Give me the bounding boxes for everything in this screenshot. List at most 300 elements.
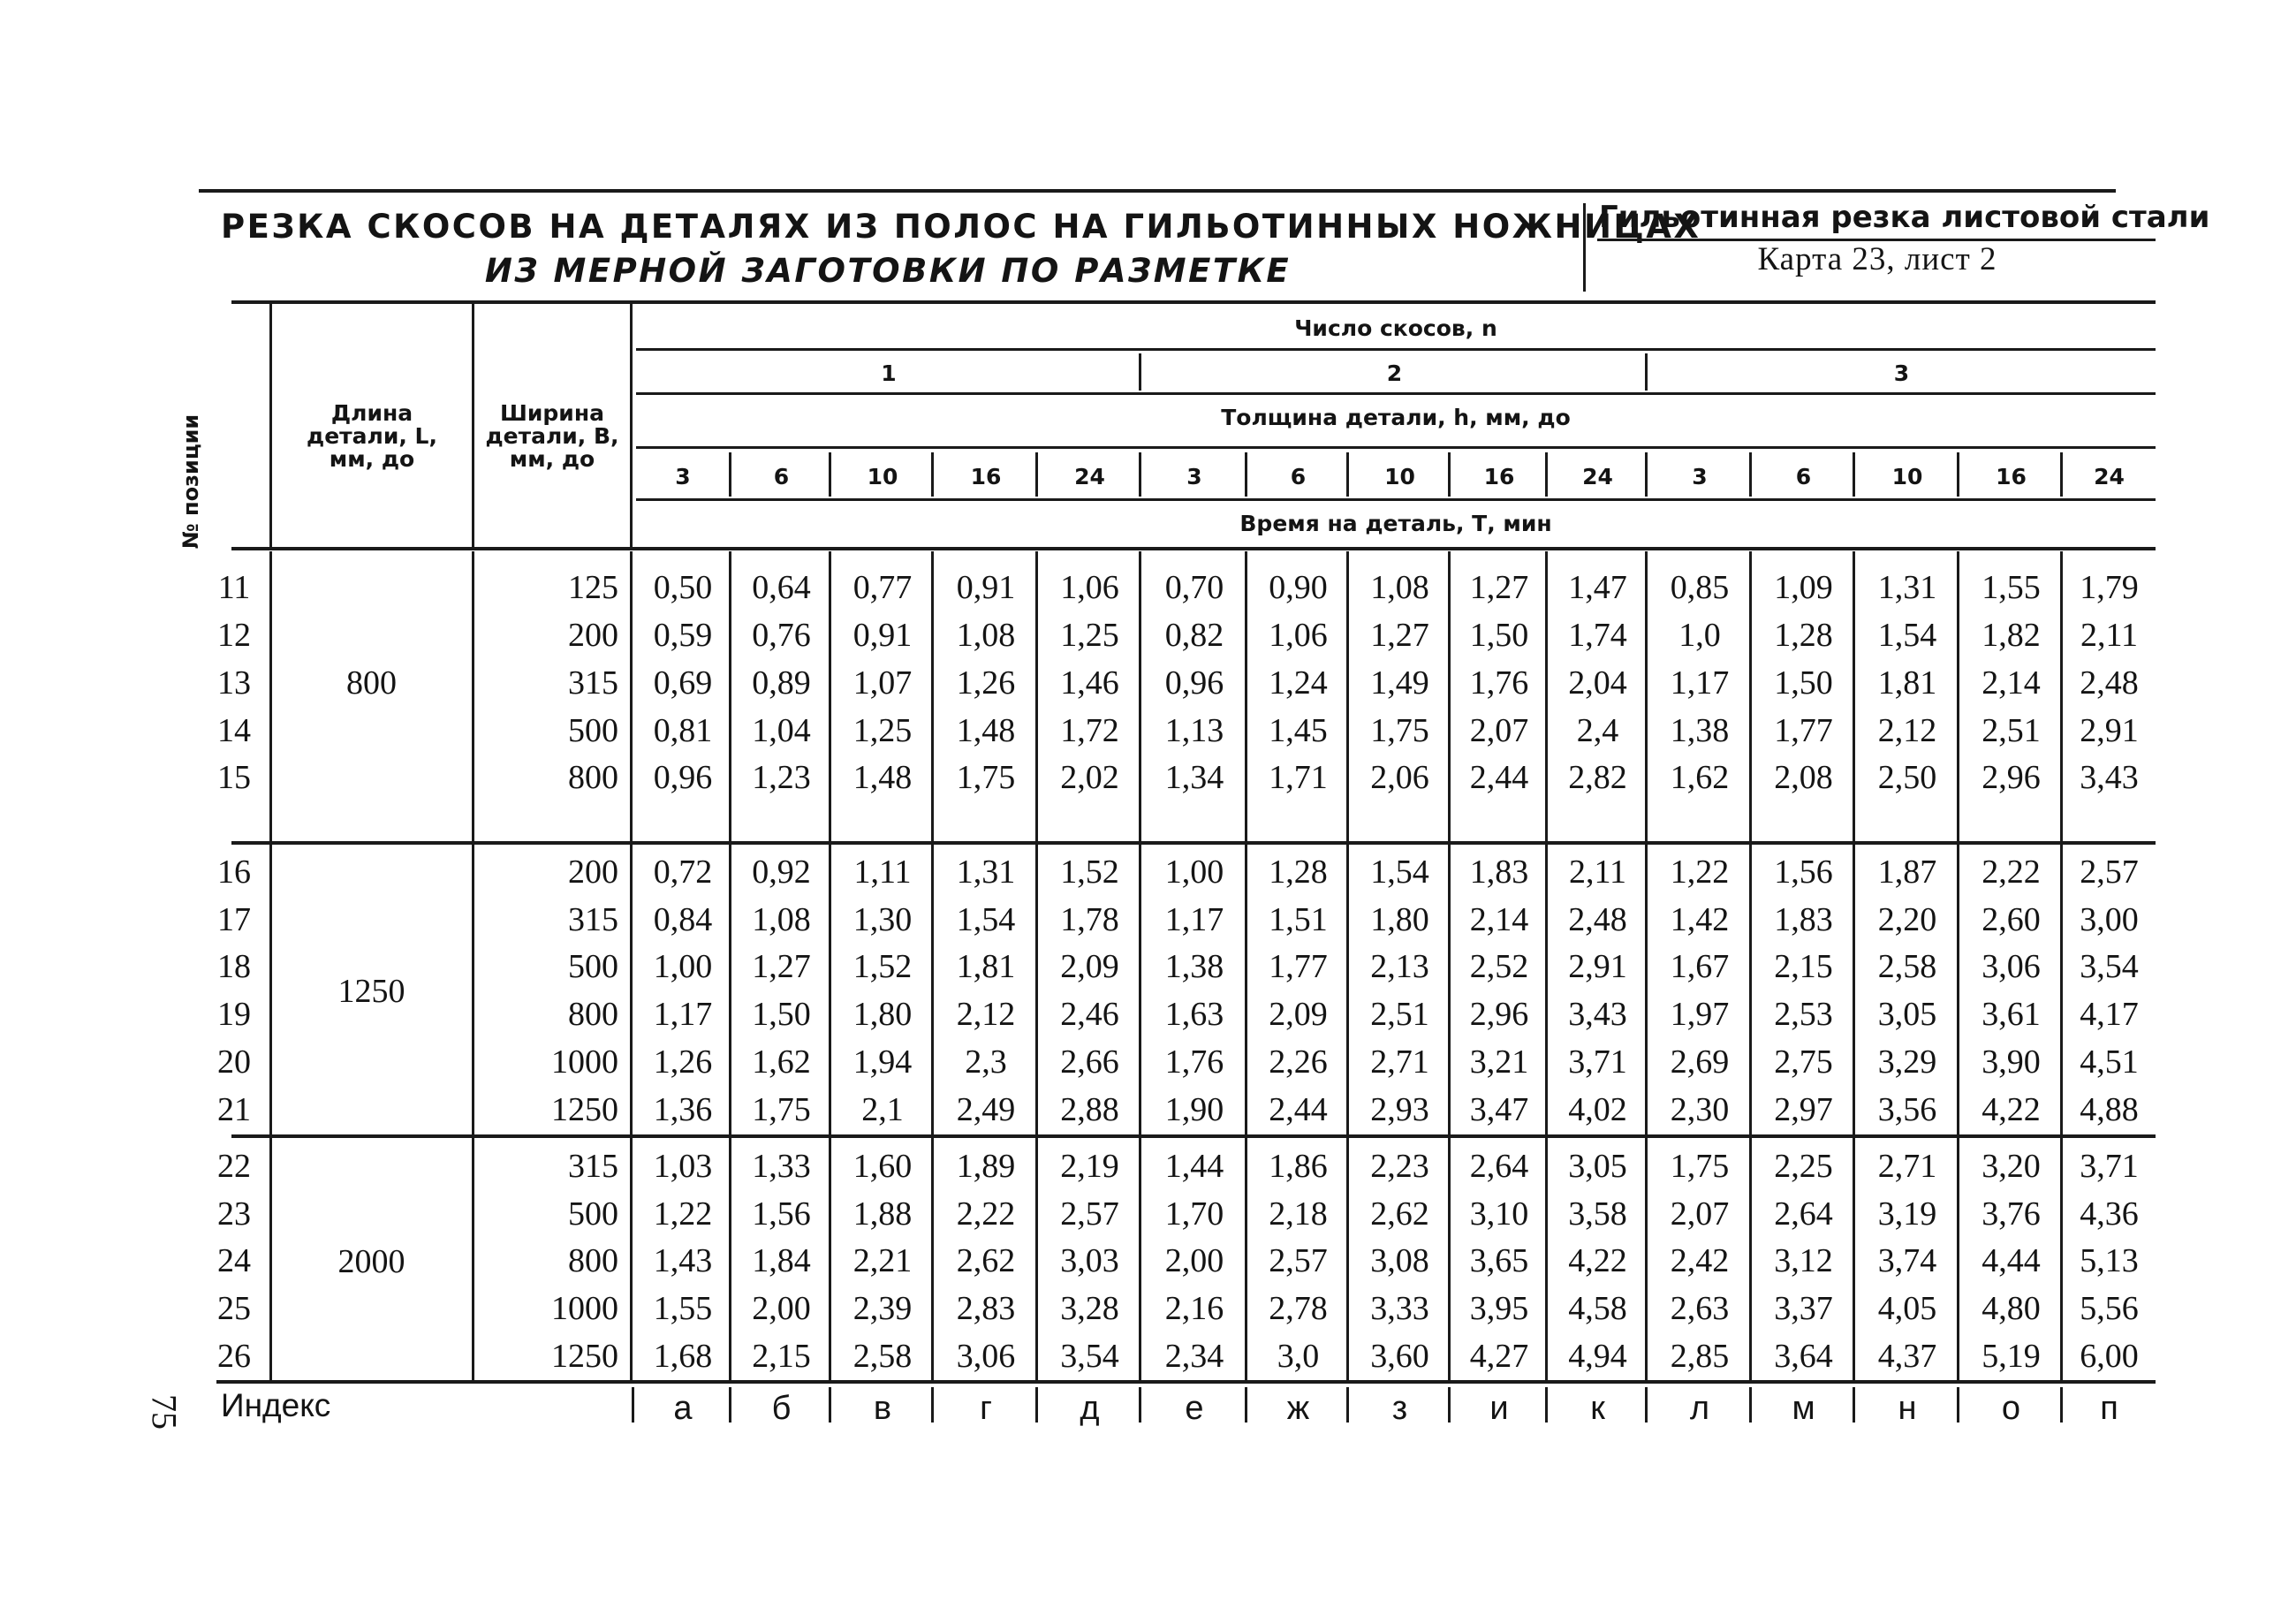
time-value: 1,55: [1982, 569, 2041, 606]
length-value: 2000: [337, 1242, 405, 1280]
index-sep: [2060, 1387, 2063, 1423]
width-value: 315: [568, 664, 618, 702]
thickness-sep: [2060, 452, 2063, 497]
time-value: 4,02: [1568, 1091, 1627, 1128]
time-value: 4,51: [2080, 1043, 2139, 1081]
width-value: 315: [568, 1148, 618, 1185]
time-value: 3,56: [1877, 1091, 1937, 1128]
thickness-values-rule: [636, 446, 2156, 449]
time-value: 4,17: [2080, 996, 2139, 1033]
time-value: 2,58: [1877, 948, 1937, 985]
time-value: 3,61: [1982, 996, 2041, 1033]
time-value: 2,71: [1877, 1148, 1937, 1185]
thickness-value: 24: [1074, 464, 1105, 489]
time-value: 2,08: [1774, 759, 1833, 796]
title-line-2: ИЗ МЕРНОЙ ЗАГОТОВКИ ПО РАЗМЕТКЕ: [484, 252, 1292, 290]
table-top-rule: [231, 300, 2156, 304]
body-vline: [630, 551, 633, 1380]
thickness-sep: [1245, 452, 1247, 497]
width-value: 500: [568, 712, 618, 749]
time-value: 2,3: [965, 1043, 1007, 1081]
time-value: 2,48: [2080, 664, 2139, 702]
time-value: 1,70: [1164, 1195, 1224, 1233]
thickness-value: 3: [1692, 464, 1708, 489]
time-value: 1,90: [1164, 1091, 1224, 1128]
index-sep: [1346, 1387, 1349, 1423]
time-value: 2,18: [1269, 1195, 1328, 1233]
position-number: 15: [217, 759, 251, 796]
time-value: 2,39: [852, 1290, 913, 1327]
time-value: 1,28: [1269, 854, 1328, 891]
time-value: 1,45: [1269, 712, 1328, 749]
time-value: 2,96: [1469, 996, 1529, 1033]
position-number: 26: [217, 1338, 251, 1375]
time-value: 2,44: [1469, 759, 1529, 796]
time-value: 2,71: [1370, 1043, 1429, 1081]
time-value: 2,09: [1060, 948, 1119, 985]
index-sep: [1448, 1387, 1451, 1423]
index-sep: [829, 1387, 831, 1423]
thickness-value: 3: [675, 464, 691, 489]
thickness-value: 16: [970, 464, 1002, 489]
index-label: Индекс: [221, 1387, 331, 1423]
time-value: 4,22: [1982, 1091, 2041, 1128]
bevel-group-sep-2: [1645, 353, 1648, 391]
time-value: 1,22: [653, 1195, 713, 1233]
time-value: 3,33: [1370, 1290, 1429, 1327]
thickness-header: Толщина детали, h, мм, до: [1221, 405, 1571, 430]
index-letter: ж: [1286, 1390, 1310, 1427]
bevels-header: Число скосов, n: [1294, 315, 1497, 341]
thickness-sep: [1645, 452, 1648, 497]
time-value: 2,15: [752, 1338, 811, 1375]
time-value: 1,27: [1469, 569, 1529, 606]
thickness-sep: [1448, 452, 1451, 497]
time-value: 1,80: [1370, 901, 1429, 938]
time-value: 2,62: [956, 1242, 1016, 1279]
body-bottom-rule: [216, 1380, 2156, 1384]
width-value: 800: [568, 996, 618, 1033]
time-value: 1,24: [1269, 664, 1328, 702]
time-value: 2,07: [1469, 712, 1529, 749]
time-value: 1,55: [653, 1290, 713, 1327]
time-value: 1,83: [1469, 854, 1529, 891]
time-value: 1,50: [1774, 664, 1833, 702]
time-value: 1,72: [1060, 712, 1119, 749]
time-value: 2,44: [1269, 1091, 1328, 1128]
time-value: 2,19: [1060, 1148, 1119, 1185]
position-number: 18: [217, 948, 251, 985]
time-value: 2,91: [2080, 712, 2139, 749]
time-value: 3,74: [1877, 1242, 1937, 1279]
length-column-header: Длина детали, L, мм, до: [307, 400, 437, 472]
index-sep: [1853, 1387, 1855, 1423]
width-value: 500: [568, 948, 618, 985]
index-letter: о: [2001, 1390, 2021, 1427]
time-value: 1,71: [1269, 759, 1328, 796]
time-value: 2,60: [1982, 901, 2041, 938]
time-value: 0,85: [1670, 569, 1730, 606]
position-number: 17: [217, 901, 251, 938]
time-value: 2,57: [1269, 1242, 1328, 1279]
index-letter: в: [873, 1390, 892, 1427]
thickness-value: 6: [1290, 464, 1307, 489]
time-value: 1,77: [1269, 948, 1328, 985]
time-value: 4,80: [1982, 1290, 2041, 1327]
time-value: 2,69: [1670, 1043, 1730, 1081]
time-value: 1,60: [852, 1148, 913, 1185]
time-value: 3,95: [1469, 1290, 1529, 1327]
time-value: 2,16: [1164, 1290, 1224, 1327]
time-value: 4,44: [1982, 1242, 2041, 1279]
position-number: 19: [217, 996, 251, 1033]
time-value: 2,63: [1670, 1290, 1730, 1327]
time-value: 1,34: [1164, 759, 1224, 796]
thickness-sep: [1853, 452, 1855, 497]
title-line-1: РЕЗКА СКОСОВ НА ДЕТАЛЯХ ИЗ ПОЛОС НА ГИЛЬОТИННЫХ НОЖНИЦАХ: [221, 208, 1701, 246]
time-value: 1,06: [1269, 617, 1328, 654]
time-value: 3,90: [1982, 1043, 2041, 1081]
time-value: 1,38: [1164, 948, 1224, 985]
time-value: 2,51: [1370, 996, 1429, 1033]
time-value: 1,06: [1060, 569, 1119, 606]
position-number: 14: [217, 712, 251, 749]
index-letter: м: [1792, 1390, 1815, 1427]
position-number: 13: [217, 664, 251, 702]
time-value: 6,00: [2080, 1338, 2139, 1375]
time-value: 3,43: [2080, 759, 2139, 796]
time-value: 1,42: [1670, 901, 1730, 938]
position-number: 24: [217, 1242, 251, 1279]
bevels-rule: [636, 348, 2156, 351]
time-value: 2,22: [956, 1195, 1016, 1233]
time-value: 1,94: [852, 1043, 913, 1081]
time-value: 2,48: [1568, 901, 1627, 938]
time-value: 1,03: [653, 1148, 713, 1185]
time-value: 1,52: [1060, 854, 1119, 891]
time-value: 1,25: [852, 712, 913, 749]
index-sep: [1645, 1387, 1648, 1423]
time-value: 3,54: [1060, 1338, 1119, 1375]
time-value: 3,06: [1982, 948, 2041, 985]
time-value: 2,53: [1774, 996, 1833, 1033]
index-letter: к: [1590, 1390, 1605, 1427]
time-rule: [636, 498, 2156, 501]
time-value: 1,75: [956, 759, 1016, 796]
thickness-sep: [829, 452, 831, 497]
time-value: 2,00: [752, 1290, 811, 1327]
time-value: 1,86: [1269, 1148, 1328, 1185]
time-value: 0,77: [852, 569, 913, 606]
time-value: 1,08: [1370, 569, 1429, 606]
time-value: 2,57: [2080, 854, 2139, 891]
bevel-group-1: 1: [881, 360, 897, 386]
section-label: Гильотинная резка листовой стали: [1599, 200, 2210, 235]
position-number: 21: [217, 1091, 251, 1128]
time-value: 1,00: [653, 948, 713, 985]
index-letter: л: [1689, 1390, 1710, 1427]
bevel-group-sep-1: [1139, 353, 1141, 391]
width-value: 200: [568, 854, 618, 891]
time-value: 1,26: [956, 664, 1016, 702]
time-value: 2,00: [1164, 1242, 1224, 1279]
time-value: 3,05: [1568, 1148, 1627, 1185]
time-value: 2,83: [956, 1290, 1016, 1327]
time-value: 2,57: [1060, 1195, 1119, 1233]
position-number: 23: [217, 1195, 251, 1233]
time-value: 3,10: [1469, 1195, 1529, 1233]
index-letter: б: [771, 1390, 792, 1427]
time-value: 1,09: [1774, 569, 1833, 606]
time-value: 3,65: [1469, 1242, 1529, 1279]
width-value: 315: [568, 901, 618, 938]
length-value: 800: [346, 664, 397, 702]
time-value: 1,77: [1774, 712, 1833, 749]
time-value: 3,03: [1060, 1242, 1119, 1279]
time-value: 1,33: [752, 1148, 811, 1185]
time-value: 1,44: [1164, 1148, 1224, 1185]
time-value: 1,78: [1060, 901, 1119, 938]
time-value: 3,47: [1469, 1091, 1529, 1128]
time-value: 4,37: [1877, 1338, 1937, 1375]
index-sep: [729, 1387, 731, 1423]
thickness-sep: [1749, 452, 1752, 497]
time-value: 2,88: [1060, 1091, 1119, 1128]
time-value: 1,80: [852, 996, 913, 1033]
time-value: 2,51: [1982, 712, 2041, 749]
thickness-value: 24: [2094, 464, 2125, 489]
time-value: 2,96: [1982, 759, 2041, 796]
time-value: 1,31: [956, 854, 1016, 891]
time-value: 4,05: [1877, 1290, 1937, 1327]
time-value: 2,20: [1877, 901, 1937, 938]
width-value: 800: [568, 759, 618, 796]
time-value: 4,88: [2080, 1091, 2139, 1128]
thickness-sep: [1035, 452, 1038, 497]
time-value: 2,42: [1670, 1242, 1730, 1279]
time-value: 2,49: [956, 1091, 1016, 1128]
time-value: 3,19: [1877, 1195, 1937, 1233]
time-value: 2,82: [1568, 759, 1627, 796]
time-value: 1,00: [1164, 854, 1224, 891]
time-value: 2,12: [1877, 712, 1937, 749]
header-vline-position: [269, 304, 272, 547]
time-value: 2,14: [1469, 901, 1529, 938]
time-value: 2,46: [1060, 996, 1119, 1033]
time-value: 1,13: [1164, 712, 1224, 749]
time-header: Время на деталь, Т, мин: [1239, 511, 1552, 536]
width-value: 1000: [551, 1043, 618, 1081]
thickness-value: 24: [1582, 464, 1613, 489]
time-value: 2,02: [1060, 759, 1119, 796]
time-value: 2,66: [1060, 1043, 1119, 1081]
position-number: 12: [217, 617, 251, 654]
time-value: 2,15: [1774, 948, 1833, 985]
time-value: 1,17: [1670, 664, 1730, 702]
index-letter: д: [1080, 1390, 1100, 1427]
card-label: Карта 23, лист 2: [1757, 241, 1997, 277]
time-value: 1,62: [752, 1043, 811, 1081]
time-value: 0,92: [752, 854, 811, 891]
time-value: 0,50: [653, 569, 713, 606]
time-value: 3,00: [2080, 901, 2139, 938]
time-value: 2,34: [1164, 1338, 1224, 1375]
time-value: 2,09: [1269, 996, 1328, 1033]
thickness-value: 6: [1795, 464, 1812, 489]
thickness-value: 16: [1996, 464, 2027, 489]
time-value: 0,59: [653, 617, 713, 654]
time-value: 1,08: [956, 617, 1016, 654]
group-rule-2: [231, 1134, 2156, 1138]
time-value: 3,12: [1774, 1242, 1833, 1279]
time-value: 3,05: [1877, 996, 1937, 1033]
time-value: 2,14: [1982, 664, 2041, 702]
width-value: 500: [568, 1195, 618, 1233]
thickness-value: 10: [1891, 464, 1923, 489]
time-value: 0,64: [752, 569, 811, 606]
time-value: 2,13: [1370, 948, 1429, 985]
time-value: 0,90: [1269, 569, 1328, 606]
time-value: 1,84: [752, 1242, 811, 1279]
time-value: 1,27: [752, 948, 811, 985]
time-value: 0,91: [956, 569, 1016, 606]
time-value: 1,50: [1469, 617, 1529, 654]
time-value: 1,07: [852, 664, 913, 702]
time-value: 0,82: [1164, 617, 1224, 654]
thickness-value: 10: [867, 464, 898, 489]
time-value: 4,36: [2080, 1195, 2139, 1233]
time-value: 1,46: [1060, 664, 1119, 702]
time-value: 1,08: [752, 901, 811, 938]
time-value: 1,48: [956, 712, 1016, 749]
position-number: 16: [217, 854, 251, 891]
time-value: 1,11: [853, 854, 912, 891]
time-value: 1,68: [653, 1338, 713, 1375]
time-value: 1,76: [1469, 664, 1529, 702]
time-value: 2,23: [1370, 1148, 1429, 1185]
time-value: 2,50: [1877, 759, 1937, 796]
index-sep: [931, 1387, 934, 1423]
time-value: 1,54: [956, 901, 1016, 938]
time-value: 2,91: [1568, 948, 1627, 985]
time-value: 1,50: [752, 996, 811, 1033]
time-value: 1,26: [653, 1043, 713, 1081]
index-letter: и: [1489, 1390, 1509, 1427]
thickness-rule: [636, 392, 2156, 395]
time-value: 1,54: [1877, 617, 1937, 654]
thickness-value: 10: [1384, 464, 1415, 489]
time-value: 0,81: [653, 712, 713, 749]
time-value: 5,56: [2080, 1290, 2139, 1327]
time-value: 5,19: [1982, 1338, 2041, 1375]
time-value: 2,4: [1576, 712, 1619, 749]
length-value: 1250: [337, 972, 405, 1010]
time-value: 3,21: [1469, 1043, 1529, 1081]
time-value: 2,52: [1469, 948, 1529, 985]
time-value: 1,62: [1670, 759, 1730, 796]
time-value: 2,1: [861, 1091, 904, 1128]
time-value: 1,67: [1670, 948, 1730, 985]
time-value: 4,58: [1568, 1290, 1627, 1327]
time-value: 1,49: [1370, 664, 1429, 702]
position-number: 22: [217, 1148, 251, 1185]
time-value: 2,64: [1774, 1195, 1833, 1233]
time-value: 3,54: [2080, 948, 2139, 985]
time-value: 2,30: [1670, 1091, 1730, 1128]
width-value: 1250: [551, 1091, 618, 1128]
time-value: 3,64: [1774, 1338, 1833, 1375]
width-value: 200: [568, 617, 618, 654]
time-value: 2,22: [1982, 854, 2041, 891]
time-value: 1,47: [1568, 569, 1627, 606]
time-value: 1,51: [1269, 901, 1328, 938]
time-value: 1,54: [1370, 854, 1429, 891]
time-value: 1,97: [1670, 996, 1730, 1033]
time-value: 1,75: [1670, 1148, 1730, 1185]
page-number: 75: [144, 1394, 185, 1430]
time-value: 1,83: [1774, 901, 1833, 938]
time-value: 2,85: [1670, 1338, 1730, 1375]
time-value: 0,96: [653, 759, 713, 796]
time-value: 0,76: [752, 617, 811, 654]
time-value: 3,06: [956, 1338, 1016, 1375]
index-letter: е: [1185, 1390, 1204, 1427]
time-value: 1,25: [1060, 617, 1119, 654]
index-sep: [632, 1387, 634, 1423]
time-value: 4,94: [1568, 1338, 1627, 1375]
index-sep: [1957, 1387, 1959, 1423]
index-letter: з: [1391, 1390, 1408, 1427]
thickness-value: 16: [1483, 464, 1515, 489]
position-number: 11: [217, 569, 251, 606]
time-value: 0,69: [653, 664, 713, 702]
thickness-sep: [931, 452, 934, 497]
thickness-sep: [1139, 452, 1141, 497]
time-value: 2,07: [1670, 1195, 1730, 1233]
width-value: 1250: [551, 1338, 618, 1375]
time-value: 1,04: [752, 712, 811, 749]
width-column-header: Ширина детали, В, мм, до: [485, 400, 619, 472]
time-value: 2,93: [1370, 1091, 1429, 1128]
width-value: 125: [568, 569, 618, 606]
header-bottom-rule: [231, 547, 2156, 550]
header-vline-length: [472, 304, 474, 547]
time-value: 1,89: [956, 1148, 1016, 1185]
thickness-sep: [1545, 452, 1548, 497]
time-value: 0,89: [752, 664, 811, 702]
time-value: 0,96: [1164, 664, 1224, 702]
time-value: 4,22: [1568, 1242, 1627, 1279]
time-value: 1,81: [1877, 664, 1937, 702]
time-value: 3,71: [2080, 1148, 2139, 1185]
time-value: 1,31: [1877, 569, 1937, 606]
thickness-sep: [1957, 452, 1959, 497]
group-rule-1: [231, 841, 2156, 845]
thickness-value: 3: [1186, 464, 1202, 489]
width-value: 800: [568, 1242, 618, 1279]
time-value: 4,27: [1469, 1338, 1529, 1375]
time-value: 1,30: [852, 901, 913, 938]
time-value: 2,04: [1568, 664, 1627, 702]
index-sep: [1035, 1387, 1038, 1423]
time-value: 2,58: [852, 1338, 913, 1375]
time-value: 1,56: [752, 1195, 811, 1233]
index-letter: г: [980, 1390, 992, 1427]
time-value: 2,75: [1774, 1043, 1833, 1081]
index-letter: н: [1898, 1390, 1917, 1427]
time-value: 2,12: [956, 996, 1016, 1033]
time-value: 3,29: [1877, 1043, 1937, 1081]
